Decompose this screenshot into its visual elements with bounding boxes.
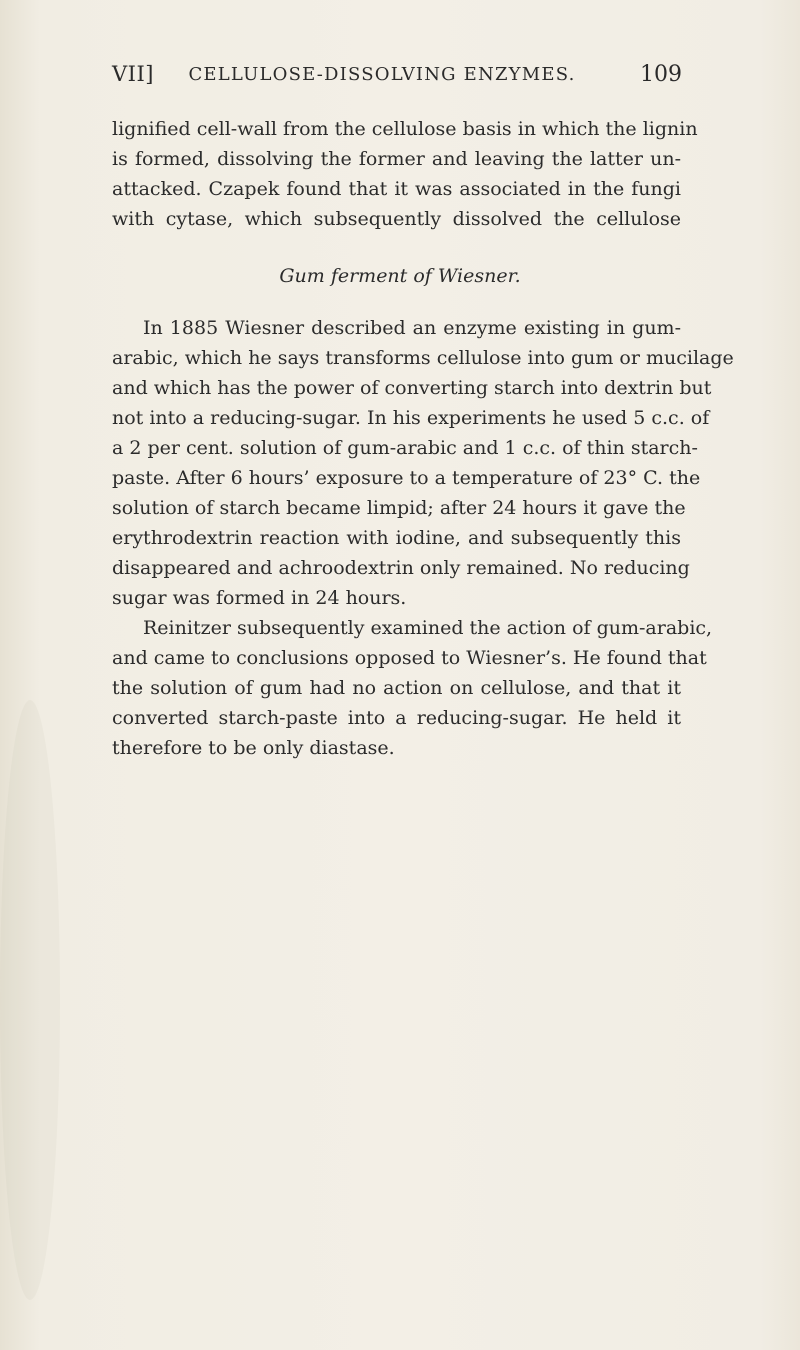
section-heading: Gum ferment of Wiesner. <box>279 265 521 287</box>
text-line: disappeared and achroodextrin only remained. No reducing <box>112 557 690 579</box>
text-line: converted starch-paste into a reducing-sugar. He held it <box>112 707 681 729</box>
text-line: Reinitzer subsequently examined the action of gum-arabic, <box>143 617 713 639</box>
chapter-number: VII] <box>112 62 154 86</box>
text-line: solution of starch became limpid; after 24 hours it gave the <box>112 497 686 519</box>
running-title: CELLULOSE-DISSOLVING ENZYMES. <box>188 64 576 85</box>
text-line: is formed, dissolving the former and leaving the latter un- <box>112 148 681 170</box>
text-line: attacked. Czapek found that it was associated in the fungi <box>112 178 681 200</box>
text-line: erythrodextrin reaction with iodine, and subsequently this <box>112 527 681 549</box>
text-line: not into a reducing-sugar. In his experiments he used 5 c.c. of <box>112 407 710 429</box>
text-line: sugar was formed in 24 hours. <box>112 587 407 609</box>
text-line: and which has the power of converting starch into dextrin but <box>112 377 712 399</box>
text-line: paste. After 6 hours’ exposure to a temperature of 23° C. the <box>112 467 701 489</box>
text-line: and came to conclusions opposed to Wiesner’s. He found that <box>112 647 707 669</box>
page-number: 109 <box>640 62 682 87</box>
text-line: the solution of gum had no action on cellulose, and that it <box>112 677 681 699</box>
running-header <box>112 62 682 96</box>
text-line: lignified cell-wall from the cellulose basis in which the lignin <box>112 118 698 140</box>
text-line: therefore to be only diastase. <box>112 737 395 759</box>
page-stain <box>0 700 60 1300</box>
text-line: a 2 per cent. solution of gum-arabic and 1 c.c. of thin starch- <box>112 437 698 459</box>
text-line: arabic, which he says transforms cellulose into gum or mucilage <box>112 347 734 369</box>
text-line: with cytase, which subsequently dissolved the cellulose <box>112 208 681 230</box>
text-line: In 1885 Wiesner described an enzyme existing in gum- <box>143 317 681 339</box>
